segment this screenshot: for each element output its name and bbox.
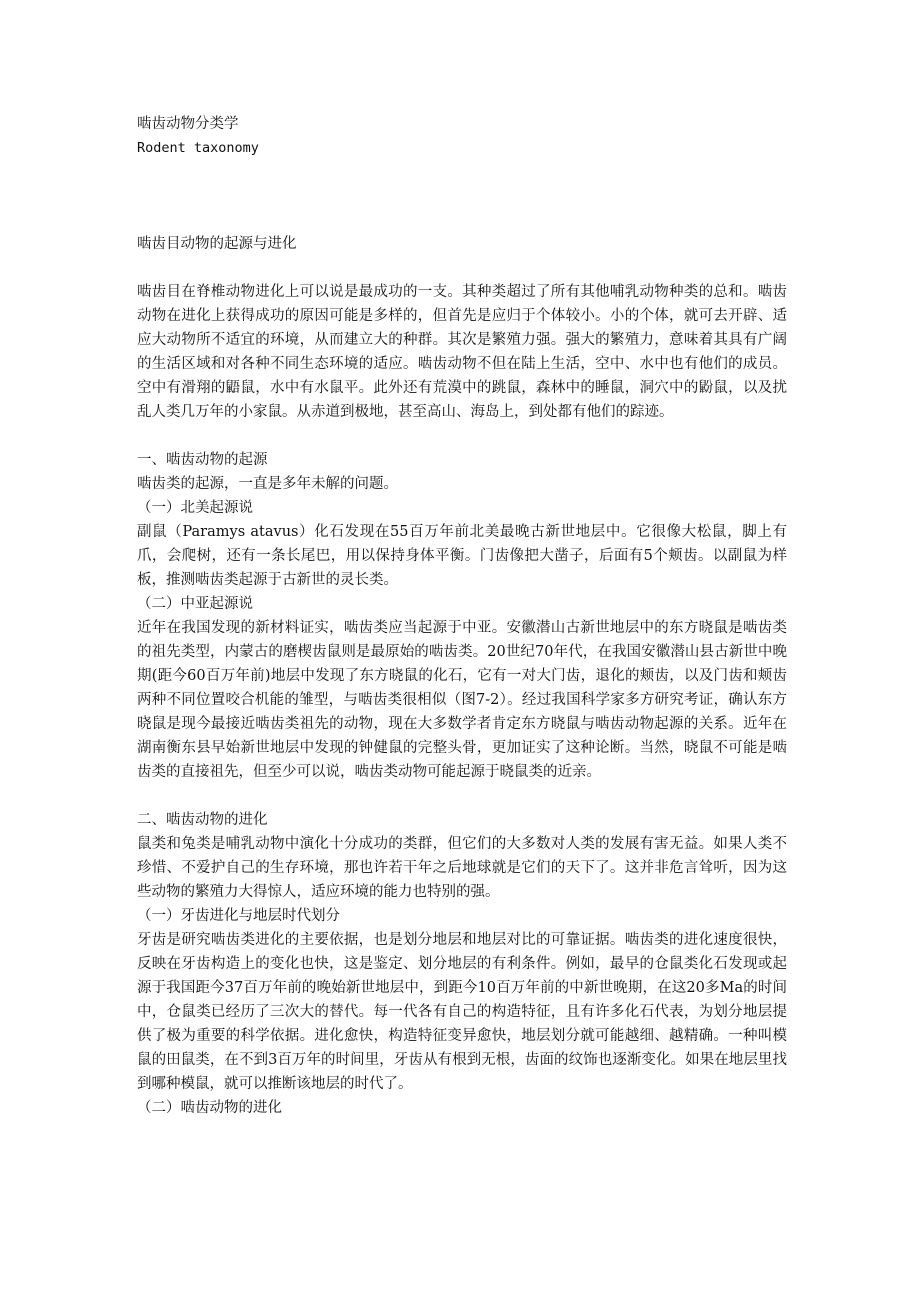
section-1-sub-1-text: 副鼠（Paramys atavus）化石发现在55百万年前北美最晚古新世地层中。它很像大松鼠，脚上有爪，会爬树，还有一条长尾巴，用以保持身体平衡。门齿像把大凿子，后面有5个颊齿。以副鼠为样板，推测啮齿类起源于古新世的灵长类。 — [137, 524, 787, 588]
document-body — [137, 112, 787, 1120]
section-1-sub-1-title: （一）北美起源说 — [137, 500, 253, 516]
doc-title-chinese: 啮齿动物分类学 — [137, 116, 239, 132]
section-1-sub-2-title: （二）中亚起源说 — [137, 596, 253, 612]
doc-heading: 啮齿目动物的起源与进化 — [137, 236, 297, 252]
section-1-title: 一、啮齿动物的起源 — [137, 452, 268, 468]
section-2-title: 二、啮齿动物的进化 — [137, 812, 268, 828]
intro-paragraph: 啮齿目在脊椎动物进化上可以说是最成功的一支。其种类超过了所有其他哺乳动物种类的总和。啮齿动物在进化上获得成功的原因可能是多样的，但首先是应归于个体较小。小的个体，就可去开辟、适应大动物所不适宜的环境，从而建立大的种群。其次是繁殖力强。强大的繁殖力，意味着其具有广阔的生活区域和对各种不同生态环境的适应。啮齿动物不但在陆上生活，空中、水中也有他们的成员。空中有滑翔的鼯鼠，水中有水鼠平。此外还有荒漠中的跳鼠，森林中的睡鼠，洞穴中的鼢鼠，以及扰乱人类几万年的小家鼠。从赤道到极地，甚至高山、海岛上，到处都有他们的踪迹。 — [137, 284, 787, 420]
section-2-sub-2-title: （二）啮齿动物的进化 — [137, 1100, 282, 1116]
doc-title-english: Rodent taxonomy — [137, 140, 259, 156]
section-2-sub-1-title: （一）牙齿进化与地层时代划分 — [137, 908, 340, 924]
section-2-intro: 鼠类和兔类是哺乳动物中演化十分成功的类群，但它们的大多数对人类的发展有害无益。如果人类不珍惜、不爱护自己的生存环境，那也许若干年之后地球就是它们的天下了。这并非危言耸听，因为这些动物的繁殖力大得惊人，适应环境的能力也特别的强。 — [137, 836, 787, 900]
section-1-sub-2-text: 近年在我国发现的新材料证实，啮齿类应当起源于中亚。安徽潜山古新世地层中的东方晓鼠是啮齿类的祖先类型，内蒙古的磨楔齿鼠则是最原始的啮齿类。20世纪70年代，在我国安徽潜山县古新世中晚期(距今60百万年前)地层中发现了东方晓鼠的化石，它有一对大门齿，退化的颊齿，以及门齿和颊齿两种不同位置咬合机能的雏型，与啮齿类很相似（图7-2）。经过我国科学家多方研究考证，确认东方晓鼠是现今最接近啮齿类祖先的动物，现在大多数学者肯定东方晓鼠与啮齿动物起源的关系。近年在湖南衡东县早始新世地层中发现的钟健鼠的完整头骨，更加证实了这种论断。当然，晓鼠不可能是啮齿类的直接祖先，但至少可以说，啮齿类动物可能起源于晓鼠类的近亲。 — [137, 620, 787, 780]
section-2-sub-1-text: 牙齿是研究啮齿类进化的主要依据，也是划分地层和地层对比的可靠证据。啮齿类的进化速度很快，反映在牙齿构造上的变化也快，这是鉴定、划分地层的有利条件。例如，最早的仓鼠类化石发现或起源于我国距今37百万年前的晚始新世地层中，到距今10百万年前的中新世晚期，在这20多Ma的时间中，仓鼠类已经历了三次大的替代。每一代各有自己的构造特征，且有许多化石代表，为划分地层提供了极为重要的科学依据。进化愈快，构造特征变异愈快，地层划分就可能越细、越精确。一种叫模鼠的田鼠类，在不到3百万年的时间里，牙齿从有根到无根，齿面的纹饰也逐渐变化。如果在地层里找到哪种模鼠，就可以推断该地层的时代了。 — [137, 932, 787, 1092]
section-1-intro: 啮齿类的起源，一直是多年未解的问题。 — [137, 476, 398, 492]
